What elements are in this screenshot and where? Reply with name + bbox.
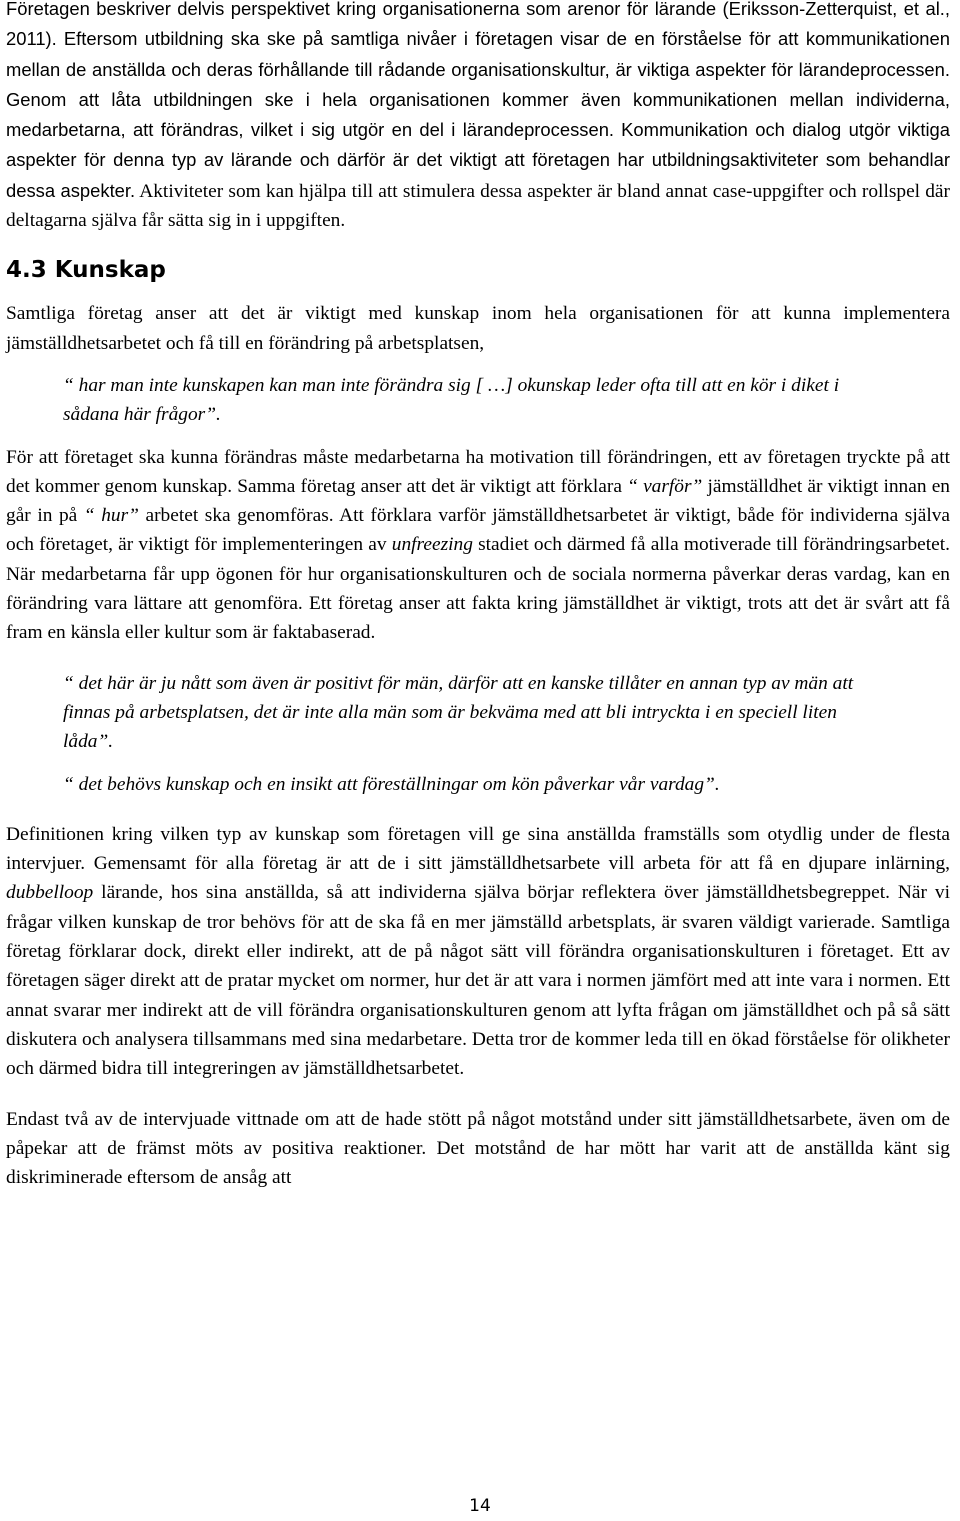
quote-1: “ har man inte kunskapen kan man inte förändra sig [ …] okunskap leder ofta till att en kör i diket i sådana här frågor”. (63, 374, 840, 426)
page-number: 14 (469, 1496, 491, 1516)
intro-sentence-4: Kommunikation och dialog utgör viktiga aspekter för denna typ av lärande och därför är det viktigt att företagen har utbildningsaktiviteter som behandlar dessa aspekter. (6, 119, 951, 201)
intro-paragraph (6, 0, 950, 235)
intro-sentence-5: Aktiviteter som kan hjälpa till att stimulera dessa aspekter är bland annat case-uppgifter och rollspel där deltagarna själva får sätta sig in i uppgiften. (6, 180, 950, 232)
section-heading: 4.3 Kunskap (6, 257, 166, 284)
paragraph-4: Endast två av de intervjuade vittnade om att de hade stött på något motstånd under sitt jämställdhetsarbete, även om de påpekar att de främst möts av positiva reaktioner. Det motstånd de har mött har varit att de anställda känt sig diskriminerade eftersom de ansåg att (6, 1108, 950, 1189)
p3-text-c: lärande, hos sina anställda, så att individerna själva börjar reflektera över jämställdhetsbegreppet. När vi frågar vilken kunskap de tror behövs för att de ska få en mer jämställd arbetsplats, är svaren väldigt varierade. Samtliga företag förklarar dock, direkt eller indirekt, att de på något sätt vill förändra organisationskulturen i företaget. Ett av företagen säger direkt att de pratar mycket om normer, hur det är att vara i normen jämfört med att inte vara i normen. Ett annat svarar mer indirekt att de vill förändra organisationskulturen genom att lyfta frågan om jämställdhet och på så sätt diskutera och analysera tillsammans med sina medarbetare. Detta tror de kommer leda till en ökad förståelse för olikheter och därmed bidra till integreringen av jämställdhetsarbetet. (6, 882, 950, 1080)
intro-sentence-2: Eftersom utbildning ska ske på samtliga nivåer i företagen visar de en förståelse för att kommunikationen mellan de anställda och deras förhållande till rådande organisationskultur, är viktiga aspekter för lärandeprocessen. (6, 28, 950, 80)
intro-sentence-3: Genom att låta utbildningen ske i hela organisationen kommer även kommunikationen mellan individerna, medarbetarna, att förändras, vilket i sig utgör en del i lärandeprocessen. (6, 88, 950, 141)
p3-text-a: Definitionen kring vilken typ av kunskap som företagen vill ge sina anställda framställs som otydlig under de flesta intervjuer. Gemensamt för alla företag är att de i sitt jämställdhetsarbete vill arbeta för att få en djupare inlärning, (6, 823, 950, 875)
quote-3: “ det behövs kunskap och en insikt att föreställningar om kön påverkar vår vardag”. (63, 773, 720, 795)
paragraph-2 (6, 443, 950, 648)
paragraph-1: Samtliga företag anser att det är viktigt med kunskap inom hela organisationen för att kunna implementera jämställdhetsarbetet och få till en förändring på arbetsplatsen, (6, 303, 950, 354)
p2-text-c: jämställdhet är viktigt innan en går in på (6, 475, 950, 527)
paragraph-3 (6, 820, 950, 1084)
quote-2: “ det här är ju nått som även är positivt för män, därför att en kanske tillåter en annan typ av män att finnas på arbetsplatsen, det är inte alla män som är bekväma med att bli intryckta i en speciell liten låda”. (63, 672, 854, 753)
p2-text-e: arbetet ska genomföras. Att förklara varför jämställdhetsarbetet är viktigt, både för individerna själva och företaget, är viktigt för implementeringen av (6, 505, 951, 556)
p2-emphasis-hur: “ hur” (83, 505, 139, 527)
p2-emphasis-varfor: “ varför” (627, 475, 703, 497)
intro-sentence-1: Företagen beskriver delvis perspektivet kring organisationerna som arenor för lärande (Eriksson-Zetterquist, et al., 2011). (6, 0, 950, 50)
p2-text-a: För att företaget ska kunna förändras måste medarbetarna ha motivation till förändringen, ett av företagen tryckte på att det kommer genom kunskap. Samma företag anser att det är viktigt att förklara (6, 446, 950, 497)
p3-emphasis-dubbelloop: dubbelloop (6, 882, 94, 904)
p2-emphasis-unfreezing: unfreezing (391, 534, 473, 556)
p2-text-g: stadiet och därmed få alla motiverade till förändringsarbetet. När medarbetarna får upp ögonen för hur organisationskulturen och de sociala normerna påverkar deras vardag, kan en förändring vara lättare att genomföra. Ett företag anser att fakta kring jämställdhet är viktigt, trots att det är svårt att få fram en känsla eller kultur som är faktabaserad. (6, 534, 950, 644)
document-page (6, 0, 950, 1192)
